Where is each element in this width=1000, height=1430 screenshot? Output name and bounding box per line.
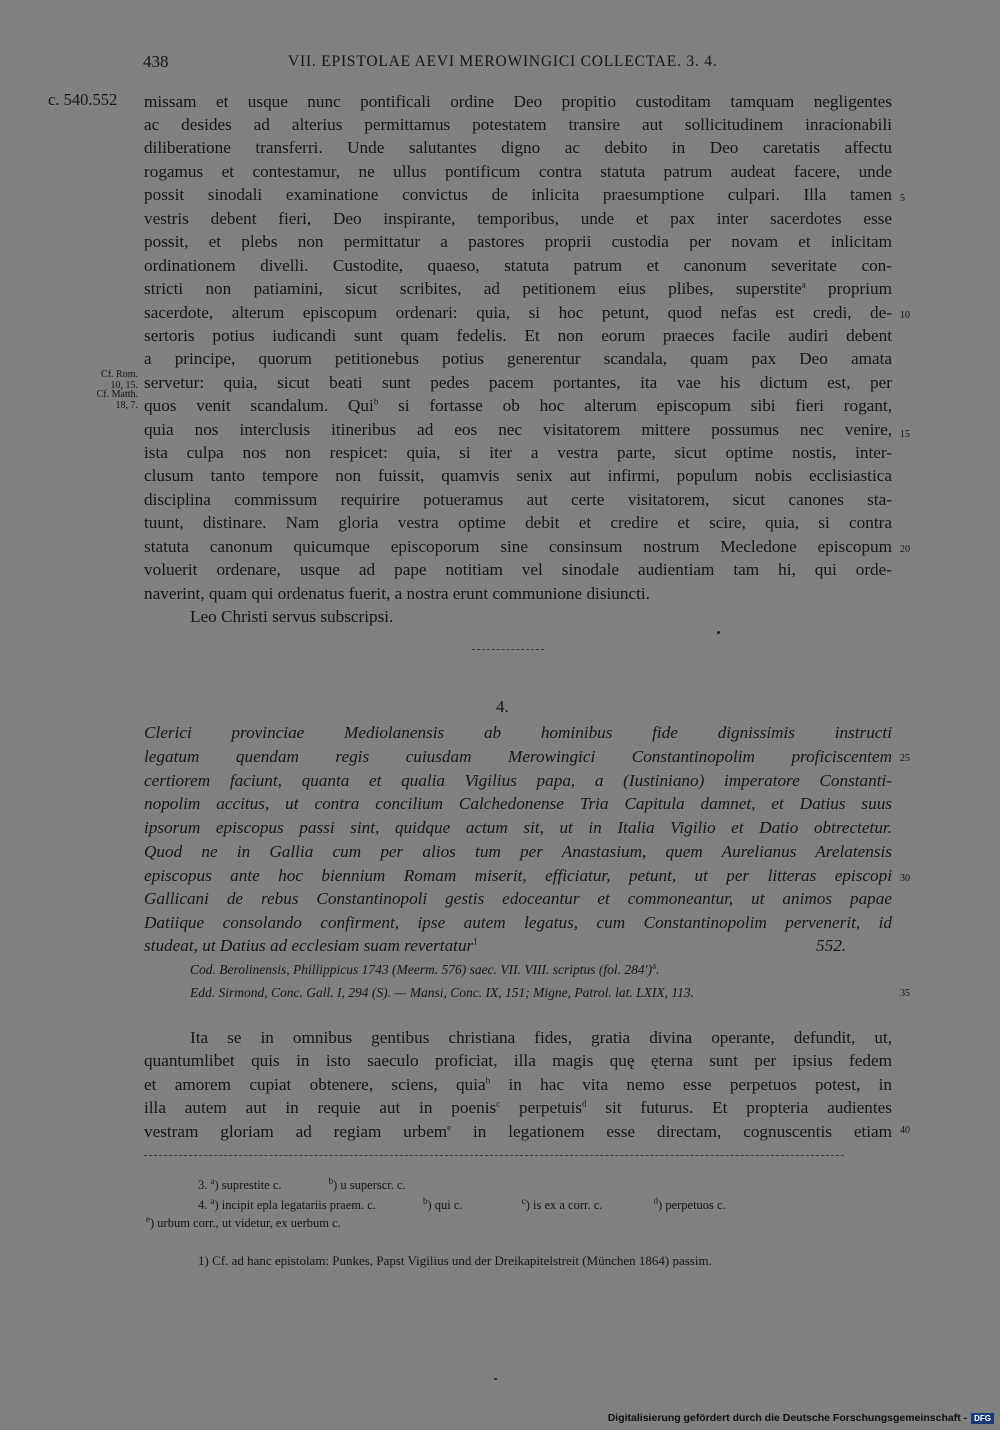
note-marker: a xyxy=(801,279,806,290)
summary-line: Gallicani de rebus Constantinopoli gestis edoceantur et commoneantur, ut animos papae xyxy=(144,889,892,908)
footnote-text: ) suprestite c. xyxy=(214,1178,282,1192)
text-line xyxy=(144,1120,892,1144)
margin-ref-rom-label: Cf. Rom. xyxy=(101,369,138,380)
text-segment: illa autem aut in requie aut in poenis xyxy=(144,1098,497,1117)
page-number: 438 xyxy=(143,52,169,71)
note-marker: 1 xyxy=(473,936,478,947)
text-line: vestris debent fieri, Deo inspirante, temporibus, unde et pax inter sacerdotes esse xyxy=(144,209,892,228)
footnote-4e xyxy=(146,1213,341,1231)
text-line xyxy=(144,277,892,301)
ink-speck xyxy=(717,631,720,634)
line-number: 10 xyxy=(900,310,910,321)
text-segment: et amorem cupiat obtenere, sciens, quia xyxy=(144,1075,486,1094)
margin-ref-matth-label: Cf. Matth. xyxy=(96,389,138,400)
note-marker: a xyxy=(210,1175,215,1186)
line-number: 20 xyxy=(900,544,910,555)
text-segment: vestram gloriam ad regiam urbem xyxy=(144,1122,448,1141)
line-number: 15 xyxy=(900,429,910,440)
text-segment: in legationem esse directam, cognuscentis etiam xyxy=(451,1122,892,1141)
footnote-text: ) is ex a corr. c. xyxy=(525,1198,603,1212)
text-line: rogamus et contestamur, ne ullus pontificum contra statuta patrum audeat facere, unde xyxy=(144,162,892,181)
margin-ref-rom xyxy=(78,369,138,391)
subscription: Leo Christi servus subscripsi. xyxy=(190,607,394,626)
text-segment: si fortasse ob hoc alterum episcopum sibi fieri rogant, xyxy=(378,396,892,415)
running-title: VII. EPISTOLAE AEVI MEROWINGICI COLLECTAE. 3. 4. xyxy=(288,53,718,70)
summary-line: certiorem faciunt, quanta et qualia Vigilius papa, a (Iustiniano) imperatore Constanti- xyxy=(144,771,892,790)
dfg-logo: DFG xyxy=(971,1413,994,1424)
note-marker: e xyxy=(447,1122,452,1133)
footnote-text: ) incipit epla legatariis praem. c. xyxy=(214,1198,376,1212)
text-segment: studeat, ut Datius ad ecclesiam suam revertatur xyxy=(144,936,474,955)
margin-ref-matth xyxy=(78,389,138,411)
text-segment: perpetuis xyxy=(500,1098,582,1117)
footnote-4 xyxy=(198,1195,726,1213)
credit-text: Digitalisierung gefördert durch die Deutsche Forschungsgemeinschaft - xyxy=(607,1412,968,1424)
text-line: quia nos interclusis itineribus ad eos nec visitatorem mittere possumus nec venire, xyxy=(144,420,892,439)
note-marker: a xyxy=(652,960,657,971)
text-line: a principe, quorum petitionebus potius generentur scandala, quam pax Deo amata xyxy=(144,349,892,368)
summary-line: legatum quendam regis cuiusdam Merowingici Constantinopolim proficiscentem xyxy=(144,747,892,766)
editions-source: Edd. Sirmond, Conc. Gall. I, 294 (S). — Mansi, Conc. IX, 151; Migne, Patrol. lat. LXIX, 113. xyxy=(190,985,694,1000)
line-number: 35 xyxy=(900,988,910,999)
footnote-3 xyxy=(198,1175,406,1193)
text-segment: in hac vita nemo esse perpetuos potest, in xyxy=(490,1075,892,1094)
text-line: ordinationem divelli. Custodite, quaeso, statuta patrum et canonum severitate con- xyxy=(144,256,892,275)
ink-speck xyxy=(494,1378,497,1380)
footnote-number: 4. xyxy=(198,1198,211,1212)
text-line: disciplina commissum requirire potueramus aut certe visitatorem, sicut canones sta- xyxy=(144,490,892,509)
text-line: sacerdote, alterum episcopum ordenari: quia, si hoc petunt, quod nefas est credi, de- xyxy=(144,303,892,322)
summary-line: nopolim accitus, ut contra concilium Calchedonense Tria Capitula damnet, et Datius suus xyxy=(144,794,892,813)
note-marker: d xyxy=(581,1098,587,1109)
text-segment: sit futurus. Et propteria audientes xyxy=(586,1098,892,1117)
text-line: tuunt, distinare. Nam gloria vestra optime debit et credire et scire, quia, si contra xyxy=(144,513,892,532)
note-marker: b xyxy=(373,396,379,407)
footnote-text: ) u superscr. c. xyxy=(333,1178,406,1192)
footnote-text: ) urbum corr., ut videtur, ex uerbum c. xyxy=(150,1216,341,1230)
summary-line: Quod ne in Gallia cum per alios tum per Anastasium, quem Aurelianus Arelatensis xyxy=(144,842,892,861)
text-line: diliberatione transferri. Unde salutantes digno ac debito in Deo caretatis affectu xyxy=(144,138,892,157)
line-number: 40 xyxy=(900,1125,910,1136)
section-number: 4. xyxy=(496,697,509,716)
text-segment: proprium xyxy=(805,279,892,298)
note-marker: c xyxy=(496,1098,501,1109)
text-line: ista culpa nos non respicet: quia, si iter a vestra parte, sicut optime nostis, inter- xyxy=(144,443,892,462)
note-marker: b xyxy=(485,1075,491,1086)
note-marker: b xyxy=(423,1195,428,1206)
text-line: voluerit ordenare, usque ad pape notitiam vel sinodale audientiam tam hi, qui orde- xyxy=(144,560,892,579)
text-line: statuta canonum quicumque episcoporum sine consinsum nostrum Mecledone episcopum xyxy=(144,537,892,556)
summary-line: Clerici provinciae Mediolanensis ab hominibus fide dignissimis instructi xyxy=(144,723,892,742)
text-line xyxy=(144,394,892,418)
margin-ref-rom-verse: 10, 15. xyxy=(110,380,138,391)
note-marker: d xyxy=(653,1195,659,1206)
text-line: Ita se in omnibus gentibus christiana fides, gratia divina operante, defundit, ut, xyxy=(190,1028,892,1047)
text-segment: quos venit scandalum. Qui xyxy=(144,396,374,415)
text-line: possit, et plebs non permittatur a pastores proprii custodia per novam et inlicitam xyxy=(144,232,892,251)
text-line: missam et usque nunc pontificali ordine Deo propitio custoditam tamquam negligentes xyxy=(144,92,892,111)
text-segment: Cod. Berolinensis, Phillippicus 1743 (Meerm. 576) saec. VII. VIII. scriptus (fol. 284') xyxy=(190,962,653,977)
text-line: naverint, quam qui ordenatus fuerit, a nostra erunt communione disiuncti. xyxy=(144,584,650,603)
text-line: sertoris potius iudicandi sunt quam fedelis. Et non eorum praeces facile audiri debent xyxy=(144,326,892,345)
text-line xyxy=(144,1096,892,1120)
summary-line: Datiique consolando confirment, ipse autem legatus, cum Constantinopolim pervenerit, id xyxy=(144,913,892,932)
text-segment: stricti non patiamini, sicut scribites, ad petitionem eius plibes, superstite xyxy=(144,279,802,298)
margin-ref-matth-verse: 18, 7. xyxy=(115,400,138,411)
summary-line xyxy=(144,934,892,958)
line-number: 5 xyxy=(900,193,905,204)
summary-line: ipsorum episcopus passi sint, quidque actum sit, ut in Italia Vigilio et Datio obtrectetur. xyxy=(144,818,892,837)
text-line: servetur: quia, sicut beati sunt pedes pacem portantes, ita vae his dictum est, per xyxy=(144,373,892,392)
footnote-reference: 1) Cf. ad hanc epistolam: Punkes, Papst Vigilius und der Dreikapitelstreit (München 1864) passim. xyxy=(198,1253,712,1268)
note-marker: b xyxy=(328,1175,334,1186)
footnote-text: ) perpetuos c. xyxy=(658,1198,726,1212)
note-marker: a xyxy=(210,1195,215,1206)
date-margin: c. 540.552 xyxy=(48,90,118,109)
text-line: quantumlibet quis in isto saeculo proficiat, illa magis quę ęterna sunt per ipsius fedem xyxy=(144,1051,892,1070)
digitization-credit xyxy=(608,1412,994,1424)
section-divider xyxy=(472,649,544,650)
footnote-number: 3. xyxy=(198,1178,211,1192)
text-line: ac desides ad alterius permittamus potestatem transire aut sollicitudinem inracionabili xyxy=(144,115,892,134)
manuscript-source: Cod. Berolinensis, Phillippicus 1743 (Meerm. 576) saec. VII. VIII. scriptus (fol. 284')$^a$. xyxy=(190,960,660,977)
text-line: possit sinodali examinatione convictus de inlicita praesumptione culpari. Illa tamen xyxy=(144,185,892,204)
footnote-rule xyxy=(144,1155,844,1156)
section-date: 552. xyxy=(816,936,847,955)
note-marker: c xyxy=(521,1195,526,1206)
summary-line: episcopus ante hoc biennium Romam miserit, efficiatur, petunt, ut per litteras episcopi xyxy=(144,866,892,885)
note-marker: e xyxy=(146,1213,150,1224)
line-number: 25 xyxy=(900,753,910,764)
text-line: clusum tanto tempore non fuissit, quamvis senix aut infirmi, populum nobis ecclisiastica xyxy=(144,466,892,485)
text-line xyxy=(144,1073,892,1097)
line-number: 30 xyxy=(900,873,910,884)
footnote-text: ) qui c. xyxy=(427,1198,463,1212)
